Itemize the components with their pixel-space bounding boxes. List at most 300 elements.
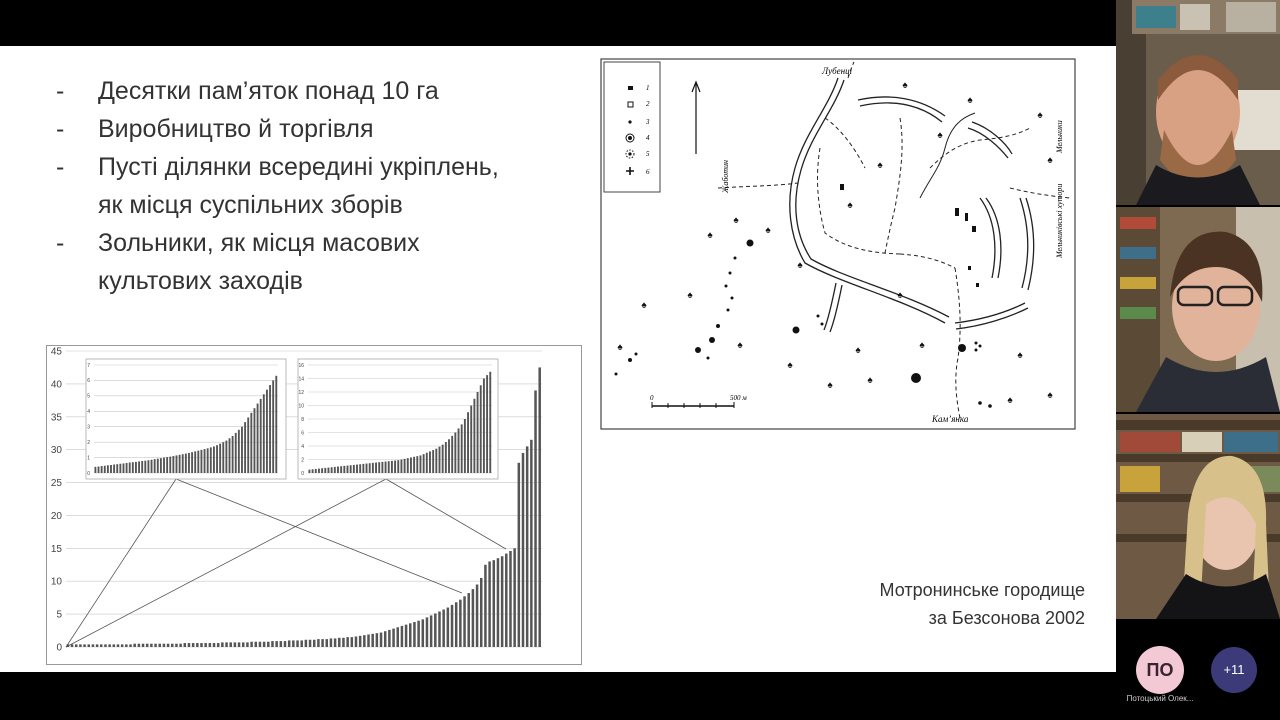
- inset-right-bar: [432, 450, 434, 473]
- inset-left-bar: [182, 454, 184, 473]
- main-chart-bar: [242, 642, 245, 647]
- svg-text:♠: ♠: [867, 375, 873, 386]
- main-chart-bar: [125, 644, 128, 647]
- main-chart-bar: [321, 639, 324, 647]
- svg-text:♠: ♠: [937, 130, 943, 141]
- inset-left-bar: [216, 445, 218, 473]
- inset-left-bar: [98, 467, 100, 473]
- main-chart-bar: [534, 390, 537, 647]
- inset-right-bar: [464, 419, 466, 473]
- main-chart-bar: [355, 636, 358, 647]
- main-chart-bar: [326, 639, 329, 647]
- bullet-marker: -: [56, 153, 65, 181]
- inset-left-bar: [116, 464, 118, 473]
- inset-left-bar: [210, 447, 212, 473]
- inset-left-bar: [269, 385, 271, 473]
- bullet-item: - Пусті ділянки всередині укріплень, як місця суспільних зборів: [56, 148, 526, 224]
- main-chart-bar: [526, 446, 529, 647]
- inset-left-bar: [151, 460, 153, 473]
- inset-right-ytick-label: 2: [301, 457, 304, 464]
- main-chart-bar: [175, 644, 178, 647]
- inset-left-bar: [144, 461, 146, 473]
- video-tile-participant-1[interactable]: [1116, 0, 1280, 205]
- inset-right-bar: [473, 399, 475, 473]
- main-chart-bar: [380, 633, 383, 647]
- inset-right-bar: [362, 464, 364, 473]
- inset-left-bar: [257, 404, 259, 473]
- inset-left-bar: [244, 422, 246, 473]
- inset-right-bar: [372, 463, 374, 473]
- main-chart-bar: [288, 640, 291, 647]
- bullet-item: - Виробництво й торгівля: [56, 110, 526, 148]
- map-legend: [604, 62, 660, 192]
- bullet-marker: -: [56, 77, 65, 105]
- svg-text:♠: ♠: [797, 260, 803, 271]
- inset-right-bar: [435, 449, 437, 473]
- main-chart-bar: [292, 640, 295, 647]
- main-chart-bar: [388, 630, 391, 647]
- main-chart-bar: [188, 643, 191, 647]
- main-chart-bar: [497, 558, 500, 647]
- inset-left-bar: [147, 460, 149, 473]
- inset-chart-right: [298, 359, 498, 479]
- main-chart-bar: [117, 644, 120, 647]
- main-chart-bar: [108, 644, 111, 647]
- inset-left-bar: [266, 390, 268, 473]
- inset-left-bar: [260, 399, 262, 473]
- main-chart-bar: [133, 644, 136, 647]
- main-chart-bar: [104, 644, 107, 647]
- main-chart-bar: [513, 548, 516, 647]
- inset-left-bar: [225, 441, 227, 473]
- main-chart-bar: [246, 642, 249, 647]
- inset-left-bar: [104, 466, 106, 473]
- inset-left-bar: [213, 446, 215, 473]
- inset-right-bar: [407, 458, 409, 473]
- main-chart-bar: [476, 585, 479, 647]
- main-chart-bar: [396, 627, 399, 647]
- main-chart-bar: [413, 622, 416, 647]
- inset-right-bar: [477, 392, 479, 473]
- svg-text:♠: ♠: [902, 80, 908, 91]
- main-chart-bar: [129, 644, 132, 647]
- main-chart-bar: [463, 596, 466, 647]
- main-chart-bar: [259, 642, 262, 647]
- main-chart-bar: [392, 629, 395, 647]
- main-chart-bar: [163, 644, 166, 647]
- main-chart-bar: [113, 644, 116, 647]
- main-chart-bar: [217, 643, 220, 647]
- bullet-marker: -: [56, 115, 65, 143]
- inset-left-ytick-label: 2: [87, 439, 90, 446]
- inset-right-ytick-label: 6: [301, 430, 304, 437]
- presentation-slide: [0, 46, 1116, 672]
- main-chart-bar: [92, 644, 95, 647]
- participants-sidebar: [1116, 0, 1280, 720]
- main-chart-bar: [280, 641, 283, 647]
- inset-right-bar: [340, 466, 342, 473]
- main-chart-bar: [234, 642, 237, 647]
- inset-left-bar: [160, 458, 162, 473]
- main-chart-bar: [96, 644, 99, 647]
- main-chart-bar: [263, 642, 266, 647]
- inset-right-bar: [324, 468, 326, 473]
- main-chart-bar: [167, 644, 170, 647]
- settlement-map: [600, 58, 1078, 433]
- bullet-item: - Десятки пам’яток понад 10 га: [56, 72, 526, 110]
- main-chart-ytick-label: 0: [56, 642, 62, 654]
- inset-right-bar: [423, 454, 425, 473]
- main-chart-bar: [346, 637, 349, 647]
- inset-left-bar: [101, 466, 103, 473]
- map-label-melnykivski-khutory: Мельниківські хутори: [1055, 183, 1064, 258]
- main-chart-ytick-label: 5: [56, 609, 62, 621]
- inset-right-bar: [375, 463, 377, 473]
- inset-left-bar: [141, 461, 143, 473]
- inset-left-bar: [194, 451, 196, 473]
- inset-left-bar: [185, 454, 187, 473]
- participant-avatar[interactable]: ПО: [1136, 646, 1184, 694]
- inset-right-bar: [480, 385, 482, 473]
- main-chart-bar: [204, 643, 207, 647]
- main-chart-bar: [317, 639, 320, 647]
- inset-right-ytick-label: 10: [298, 403, 304, 410]
- inset-left-bar: [247, 417, 249, 473]
- main-chart-bar: [417, 621, 420, 647]
- svg-text:♠: ♠: [641, 300, 647, 311]
- inset-right-bar: [391, 461, 393, 473]
- inset-right-bar: [467, 412, 469, 473]
- main-chart-bar: [409, 623, 412, 647]
- inset-right-bar: [366, 464, 368, 473]
- main-chart-bar: [493, 560, 496, 647]
- main-chart-bar: [488, 561, 491, 647]
- main-chart-bar: [359, 636, 362, 647]
- inset-right-ytick-label: 16: [298, 362, 304, 369]
- inset-left-bar: [119, 464, 121, 473]
- inset-right-bar: [404, 459, 406, 473]
- inset-right-bar: [394, 461, 396, 473]
- inset-right-bar: [486, 375, 488, 473]
- svg-text:♠: ♠: [733, 215, 739, 226]
- inset-right-bar: [410, 457, 412, 473]
- inset-right-bar: [356, 465, 358, 473]
- inset-left-ytick-label: 1: [87, 455, 90, 462]
- inset-left-bar: [232, 436, 234, 473]
- inset-left-bar: [163, 458, 165, 473]
- main-chart-bar: [200, 643, 203, 647]
- main-chart-ytick-label: 40: [50, 379, 62, 391]
- inset-left-bar: [250, 413, 252, 473]
- main-chart-bar: [505, 554, 508, 647]
- legend-item-5: 5: [646, 150, 650, 158]
- main-chart-bar: [209, 643, 212, 647]
- main-chart-bar: [229, 642, 232, 647]
- main-chart-bar: [221, 642, 224, 647]
- main-chart-bar: [250, 642, 253, 647]
- inset-left-ytick-label: 3: [87, 424, 90, 431]
- participant-name: Потоцький Олек...: [1126, 694, 1194, 703]
- main-chart-bar: [384, 631, 387, 647]
- svg-text:♠: ♠: [897, 290, 903, 301]
- inset-right-bar: [454, 433, 456, 474]
- svg-text:♠: ♠: [1037, 110, 1043, 121]
- inset-right-bar: [483, 379, 485, 474]
- inset-right-bar: [420, 455, 422, 473]
- inset-right-bar: [378, 462, 380, 473]
- main-chart-bar: [75, 644, 78, 647]
- inset-left-bar: [204, 449, 206, 473]
- inset-left-bar: [129, 463, 131, 473]
- inset-right-bar: [347, 466, 349, 473]
- main-chart-bar: [300, 640, 303, 647]
- inset-left-ytick-label: 7: [87, 362, 90, 369]
- inset-right-bar: [321, 468, 323, 473]
- inset-left-ytick-label: 6: [87, 378, 90, 385]
- inset-right-bar: [461, 424, 463, 473]
- inset-right-bar: [385, 462, 387, 473]
- map-label-melnyky: Мельники: [1055, 120, 1064, 153]
- main-chart-ytick-label: 45: [50, 346, 62, 358]
- inset-left-ytick-label: 0: [87, 470, 90, 477]
- inset-left-bar: [132, 462, 134, 473]
- main-chart-ytick-label: 35: [50, 412, 62, 424]
- inset-left-bar: [219, 444, 221, 473]
- slide-caption: Мотронинське городище за Безсонова 2002: [879, 580, 1085, 628]
- main-chart-bar: [522, 453, 525, 647]
- svg-text:♠: ♠: [1047, 390, 1053, 401]
- main-chart-bar: [142, 644, 145, 647]
- inset-right-ytick-label: 14: [298, 376, 304, 383]
- main-chart-bar: [158, 644, 161, 647]
- svg-text:♠: ♠: [1017, 350, 1023, 361]
- main-chart-bar: [480, 578, 483, 647]
- main-chart-bar: [518, 463, 521, 647]
- map-label-lubentsi: Лубенці: [822, 66, 853, 76]
- inset-right-bar: [470, 406, 472, 474]
- main-chart-bar: [296, 640, 299, 647]
- svg-text:♠: ♠: [737, 340, 743, 351]
- main-chart-bar: [192, 643, 195, 647]
- inset-right-ytick-label: 0: [301, 470, 304, 477]
- inset-left-bar: [229, 438, 231, 473]
- video-tile-participant-2[interactable]: [1116, 207, 1280, 412]
- inset-right-bar: [413, 457, 415, 473]
- main-chart-bar: [363, 635, 366, 647]
- svg-text:♠: ♠: [1047, 155, 1053, 166]
- main-chart-bar: [284, 641, 287, 647]
- main-chart-bar: [434, 613, 437, 647]
- inset-right-bar: [353, 465, 355, 473]
- inset-left-bar: [241, 427, 243, 473]
- main-chart-bar: [313, 640, 316, 647]
- inset-right-bar: [331, 467, 333, 473]
- inset-right-ytick-label: 4: [301, 443, 304, 450]
- inset-left-bar: [154, 459, 156, 473]
- main-chart-bar: [154, 644, 157, 647]
- inset-left-bar: [172, 456, 174, 473]
- main-chart-bar: [305, 640, 308, 647]
- main-chart-ytick-label: 15: [50, 543, 62, 555]
- main-chart-bar: [83, 644, 86, 647]
- main-chart-bar: [459, 600, 462, 647]
- main-chart-bar: [342, 638, 345, 647]
- legend-item-1: 1: [646, 84, 650, 92]
- inset-right-bar: [308, 470, 310, 473]
- inset-right-bar: [489, 372, 491, 473]
- inset-left-bar: [238, 430, 240, 473]
- svg-text:♠: ♠: [707, 230, 713, 241]
- inset-right-bar: [315, 469, 317, 473]
- inset-left-bar: [254, 408, 256, 473]
- main-chart-bar: [334, 638, 337, 647]
- inset-right-bar: [381, 462, 383, 473]
- main-chart-bar: [467, 593, 470, 647]
- inset-left-bar: [207, 448, 209, 473]
- legend-item-6: 6: [646, 168, 650, 176]
- main-chart-bar: [146, 644, 149, 647]
- main-chart-bar: [351, 637, 354, 647]
- inset-right-ytick-label: 12: [298, 389, 304, 396]
- main-chart-bar: [213, 643, 216, 647]
- inset-right-bar: [328, 468, 330, 473]
- main-chart-bar: [267, 642, 270, 647]
- svg-text:♠: ♠: [827, 380, 833, 391]
- main-chart-ytick-label: 20: [50, 510, 62, 522]
- svg-text:♠: ♠: [687, 290, 693, 301]
- inset-chart-left: [86, 359, 286, 479]
- main-chart-bar: [455, 602, 458, 647]
- main-chart-bar: [538, 367, 541, 647]
- inset-left-bar: [197, 451, 199, 473]
- main-chart-ytick-label: 10: [50, 576, 62, 588]
- inset-left-bar: [188, 453, 190, 473]
- main-chart-bar: [88, 644, 91, 647]
- inset-right-bar: [426, 453, 428, 473]
- inset-left-bar: [135, 462, 137, 473]
- inset-left-bar: [201, 450, 203, 473]
- main-chart-bar: [171, 644, 174, 647]
- svg-text:♠: ♠: [855, 345, 861, 356]
- svg-text:♠: ♠: [765, 225, 771, 236]
- main-chart-bar: [401, 626, 404, 647]
- main-chart-bar: [530, 440, 533, 647]
- main-chart-bar: [271, 641, 274, 647]
- inset-left-bar: [176, 455, 178, 473]
- main-chart-ytick-label: 30: [50, 445, 62, 457]
- main-chart-bar: [309, 640, 312, 647]
- main-chart-bar: [442, 610, 445, 647]
- inset-left-bar: [123, 463, 125, 473]
- main-chart-bar: [472, 589, 475, 647]
- svg-text:♠: ♠: [967, 95, 973, 106]
- main-chart-bar: [438, 611, 441, 647]
- inset-right-bar: [445, 442, 447, 473]
- bullet-marker: -: [56, 229, 65, 257]
- inset-left-bar: [113, 465, 115, 473]
- video-tile-participant-3[interactable]: [1116, 414, 1280, 619]
- inset-right-ytick-label: 8: [301, 416, 304, 423]
- main-chart-bar: [371, 634, 374, 647]
- map-label-kamianka: Кам’янка: [932, 414, 969, 424]
- inset-left-bar: [157, 459, 159, 473]
- inset-left-bar: [235, 433, 237, 473]
- legend-item-3: 3: [646, 118, 650, 126]
- svg-text:♠: ♠: [1007, 395, 1013, 406]
- main-chart-bar: [509, 551, 512, 647]
- svg-text:♠: ♠: [787, 360, 793, 371]
- inset-left-bar: [138, 461, 140, 473]
- legend-item-4: 4: [646, 134, 650, 142]
- main-chart-bar: [255, 642, 258, 647]
- inset-right-bar: [442, 445, 444, 473]
- inset-left-bar: [107, 465, 109, 473]
- main-chart-bar: [184, 643, 187, 647]
- inset-right-bar: [369, 463, 371, 473]
- main-chart-bar: [338, 638, 341, 647]
- svg-text:♠: ♠: [877, 160, 883, 171]
- main-chart-bar: [238, 642, 241, 647]
- main-chart-bar: [330, 638, 333, 647]
- main-chart-bar: [79, 644, 82, 647]
- main-chart-bar: [196, 643, 199, 647]
- inset-left-bar: [94, 467, 96, 473]
- main-chart-bar: [501, 556, 504, 647]
- inset-right-bar: [397, 460, 399, 473]
- inset-left-bar: [191, 452, 193, 473]
- svg-text:♠: ♠: [919, 340, 925, 351]
- map-label-zhabotyn: Жаботин: [721, 160, 730, 193]
- inset-left-bar: [126, 463, 128, 473]
- bullet-item: - Зольники, як місця масових культових заходів: [56, 224, 526, 300]
- inset-left-bar: [169, 457, 171, 473]
- inset-right-bar: [400, 460, 402, 474]
- svg-text:500 м: 500 м: [730, 394, 747, 402]
- inset-right-bar: [458, 428, 460, 473]
- main-chart-bar: [405, 625, 408, 647]
- inset-right-bar: [334, 467, 336, 473]
- svg-text:0: 0: [650, 394, 654, 402]
- inset-right-bar: [350, 465, 352, 473]
- main-chart-bar: [367, 635, 370, 647]
- svg-text:♠: ♠: [617, 342, 623, 353]
- main-chart-bar: [275, 641, 278, 647]
- inset-left-bar: [110, 465, 112, 473]
- inset-left-ytick-label: 5: [87, 393, 90, 400]
- inset-right-bar: [416, 456, 418, 473]
- area-distribution-chart: [46, 345, 582, 665]
- main-chart-bar: [71, 644, 74, 647]
- main-chart-bar: [138, 644, 141, 647]
- more-participants-button[interactable]: +11: [1211, 647, 1257, 693]
- inset-left-ytick-label: 4: [87, 409, 90, 416]
- main-chart-bar: [121, 644, 124, 647]
- main-chart-bar: [100, 644, 103, 647]
- inset-left-bar: [179, 455, 181, 473]
- main-chart-bar: [426, 617, 429, 647]
- legend-item-2: 2: [646, 100, 650, 108]
- inset-right-bar: [359, 464, 361, 473]
- bullet-list: [56, 72, 526, 300]
- inset-right-bar: [337, 467, 339, 473]
- main-chart-bar: [150, 644, 153, 647]
- inset-right-bar: [343, 466, 345, 473]
- inset-left-bar: [222, 442, 224, 473]
- inset-left-bar: [275, 376, 277, 473]
- main-chart-bar: [447, 608, 450, 647]
- inset-right-bar: [388, 461, 390, 473]
- inset-left-bar: [166, 457, 168, 473]
